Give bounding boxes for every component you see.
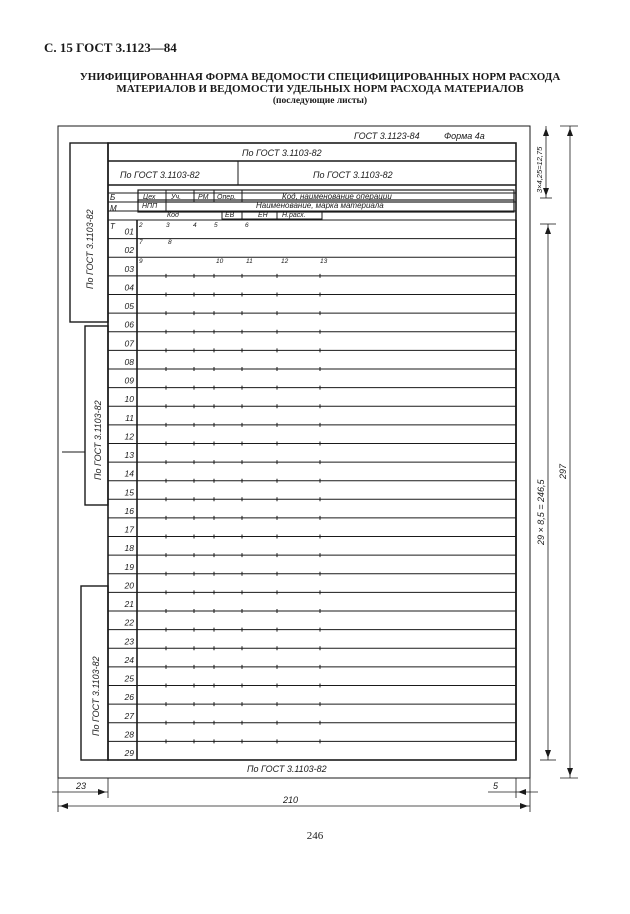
column-number: 12 xyxy=(281,258,289,265)
column-number: 13 xyxy=(320,258,328,265)
side-label-middle: По ГОСТ 3.1103-82 xyxy=(93,400,103,480)
column-number: 9 xyxy=(139,258,143,265)
side-label-bottom: По ГОСТ 3.1103-82 xyxy=(91,656,101,736)
row-b-cell: Цех xyxy=(143,194,156,201)
side-label-top: По ГОСТ 3.1103-82 xyxy=(85,209,95,289)
row-number: 16 xyxy=(124,505,134,516)
dim-rows-height: 29 × 8,5 = 246,5 xyxy=(536,479,546,545)
row-number: 27 xyxy=(124,710,134,721)
row-number: 02 xyxy=(124,245,134,256)
row-number: 22 xyxy=(124,617,134,628)
row-m-description: Наименование, марка материала xyxy=(256,201,384,210)
column-number: 5 xyxy=(214,222,218,229)
form-frame xyxy=(108,143,516,760)
column-number: 3 xyxy=(166,222,170,229)
row-t-letter: Т xyxy=(110,222,115,231)
row-number: 09 xyxy=(124,375,134,386)
row-number: 01 xyxy=(124,226,134,237)
column-number: 11 xyxy=(246,258,253,265)
dim-top-band: 3×4,25=12,75 xyxy=(535,146,544,193)
row-number: 20 xyxy=(124,580,134,591)
row-m-sub: ЕН xyxy=(258,212,268,219)
row-m-sub: Н.расх. xyxy=(282,212,306,219)
row-number: 03 xyxy=(124,263,134,274)
gost-ref: ГОСТ 3.1123-84 xyxy=(354,131,420,141)
row-b-letter: Б xyxy=(110,193,116,202)
row-number: 08 xyxy=(124,356,134,367)
row-number: 29 xyxy=(124,748,134,758)
row-number: 28 xyxy=(124,729,134,740)
row-m-letter: М xyxy=(110,204,117,213)
std-label-bottom: По ГОСТ 3.1103-82 xyxy=(247,764,327,774)
column-number: 7 xyxy=(139,239,143,246)
row-number: 23 xyxy=(124,636,134,647)
page-number: 246 xyxy=(306,830,324,842)
std-label-left: По ГОСТ 3.1103-82 xyxy=(120,170,200,180)
title-line-3: (последующие листы) xyxy=(272,96,368,106)
title-line-2: МАТЕРИАЛОВ И ВЕДОМОСТИ УДЕЛЬНЫХ НОРМ РАСХОДА МАТЕРИАЛОВ xyxy=(116,83,524,95)
dim-right-margin: 5 xyxy=(493,781,499,791)
row-number: 18 xyxy=(124,543,134,554)
row-b-description: Код, наименование операции xyxy=(282,192,392,201)
std-label-right: По ГОСТ 3.1103-82 xyxy=(313,170,393,180)
row-number: 06 xyxy=(124,319,134,330)
title-line-1: УНИФИЦИРОВАННАЯ ФОРМА ВЕДОМОСТИ СПЕЦИФИЦИРОВАННЫХ НОРМ РАСХОДА xyxy=(79,71,561,83)
std-label-top: По ГОСТ 3.1103-82 xyxy=(242,148,322,158)
row-number: 21 xyxy=(124,599,134,610)
form-number: Форма 4а xyxy=(444,131,485,141)
row-number: 17 xyxy=(124,524,134,535)
row-number: 15 xyxy=(124,487,134,498)
dim-total-height: 297 xyxy=(558,463,568,479)
column-number: 4 xyxy=(193,222,197,229)
row-number: 19 xyxy=(124,561,134,572)
row-m-npp: НПП xyxy=(142,203,158,210)
row-b-cell: Опер. xyxy=(217,194,237,201)
row-number: 13 xyxy=(124,450,134,461)
row-number: 14 xyxy=(124,468,134,479)
row-number: 26 xyxy=(124,692,134,703)
row-m-sub: ЕВ xyxy=(225,212,235,219)
column-number: 8 xyxy=(168,239,172,246)
page-header: С. 15 ГОСТ 3.1123—84 xyxy=(44,40,177,55)
row-number: 12 xyxy=(124,431,134,442)
column-number: 6 xyxy=(245,222,249,229)
column-number: 10 xyxy=(216,258,224,265)
row-number: 11 xyxy=(125,412,134,423)
row-number: 25 xyxy=(124,673,134,684)
dim-total-width: 210 xyxy=(283,795,299,805)
row-b-cell: Уч. xyxy=(171,194,182,201)
column-number: 2 xyxy=(139,222,143,229)
row-number: 05 xyxy=(124,301,134,312)
row-number: 10 xyxy=(124,394,134,405)
row-b-cell: РМ xyxy=(198,194,209,201)
row-number: 07 xyxy=(124,338,134,349)
row-m-sub: Код xyxy=(167,212,179,219)
dim-left-margin: 23 xyxy=(76,781,87,791)
row-number: 04 xyxy=(124,282,134,293)
row-number: 24 xyxy=(124,654,134,665)
